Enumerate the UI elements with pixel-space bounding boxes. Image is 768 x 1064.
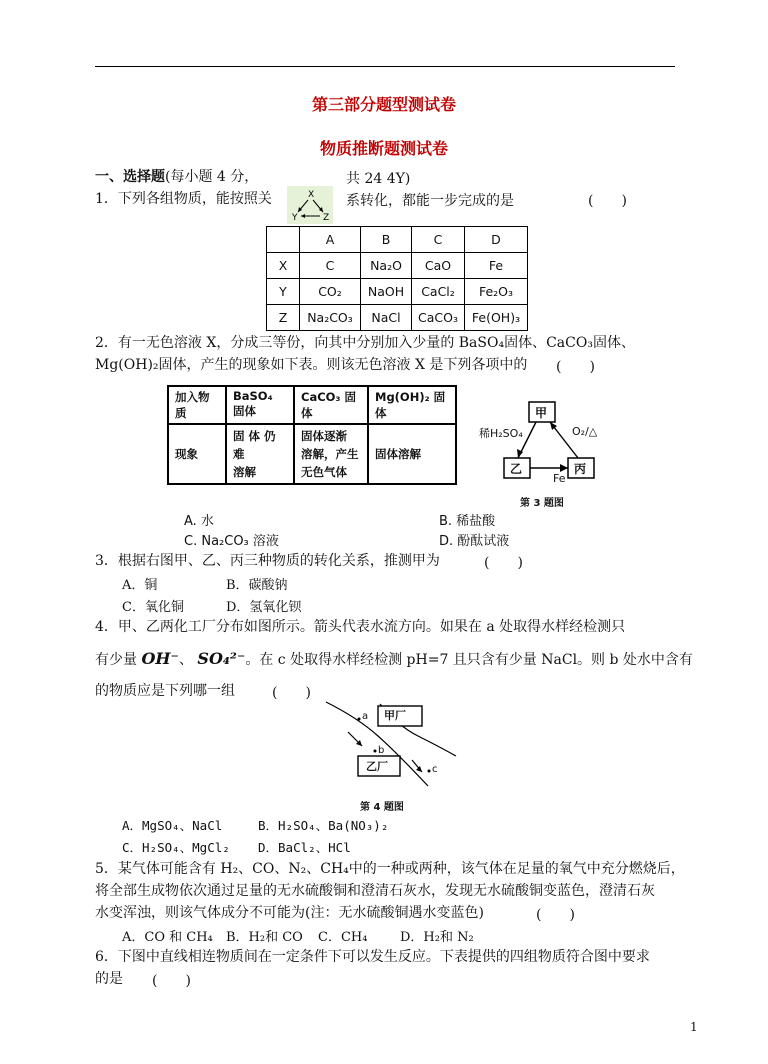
q1-table (266, 226, 528, 331)
table-cell: Na₂CO₃ (300, 305, 361, 331)
page-title: 第三部分题型测试卷 (311, 95, 456, 114)
fig3-label-yi: 乙 (510, 462, 523, 476)
q4-line2-post: 。在 c 处取得水样经检测 pH=7 且只含有少量 NaCl。则 b 处水中含有 (245, 652, 693, 668)
table-cell: NaCl (361, 305, 412, 331)
table-cell: NaOH (361, 279, 412, 305)
fig3-caption: 第 3 题图 (520, 498, 564, 509)
q5-answer-paren: ( ) (536, 907, 575, 923)
table-row (267, 253, 528, 279)
q4-option-b: B．H₂SO₄、Ba(NO₃)₂ (258, 818, 389, 833)
page-number: 1 (690, 1020, 698, 1034)
table-cell: B (361, 227, 412, 253)
table-row (267, 227, 528, 253)
section-total: 共 24 4Y) (346, 171, 411, 187)
table-cell: Fe₂O₃ (465, 279, 528, 305)
xyz-triangle-diagram-icon (287, 186, 333, 224)
q1-text-after: 系转化，都能一步完成的是 (346, 193, 514, 209)
page-subtitle: 物质推断题测试卷 (319, 139, 448, 158)
table-cell: 固体溶解 (368, 424, 456, 484)
q3-answer-paren: ( ) (484, 555, 523, 571)
q1-text-before: 1．下列各组物质，能按照关 (95, 191, 272, 207)
q5-option-d: D．H₂和 N₂ (400, 930, 474, 945)
section-note: (每小题 4 分， (165, 169, 259, 185)
q4-option-c: C．H₂SO₄、MgCl₂ (122, 840, 230, 855)
table-row (168, 386, 456, 424)
q2-line1: 2．有一无色溶液 X，分成三等份，向其中分别加入少量的 BaSO₄固体、CaCO₃固体、 (95, 335, 635, 351)
table-cell: Mg(OH)₂ 固体 (368, 386, 456, 424)
q2-table (167, 385, 457, 485)
fig4-point-c: c (432, 764, 438, 775)
table-cell: 现象 (168, 424, 226, 484)
q4-ion-hydroxide: OH⁻ (141, 649, 179, 668)
icon-label-z: Z (323, 213, 330, 223)
table-cell: CO₂ (300, 279, 361, 305)
q4-line1: 4．甲、乙两化工厂分布如图所示。箭头代表水流方向。如果在 a 处取得水样经检测只 (95, 619, 626, 635)
icon-label-y: Y (292, 213, 298, 223)
table-cell: Fe(OH)₃ (465, 305, 528, 331)
fig3-edge-bottom: Fe (553, 472, 566, 485)
fig4-caption: 第 4 题图 (360, 802, 404, 813)
table-cell: CaO (412, 253, 465, 279)
q4-answer-paren: ( ) (272, 685, 311, 701)
q5-option-b: B．H₂和 CO (226, 930, 303, 945)
q5-line2: 将全部生成物依次通过足量的无水硫酸铜和澄清石灰水，发现无水硫酸铜变蓝色，澄清石灰 (95, 883, 655, 899)
icon-label-x: X (308, 190, 315, 200)
q2-answer-paren: ( ) (556, 359, 595, 375)
q5-option-a: A．CO 和 CH₄ (122, 930, 213, 945)
q3-option-d: D．氢氧化钡 (226, 600, 302, 615)
fig3-edge-right: O₂/△ (572, 425, 598, 438)
table-cell: C (300, 253, 361, 279)
section-heading-line (95, 168, 258, 186)
q2-option-b: B. 稀盐酸 (439, 514, 496, 529)
table-cell: A (300, 227, 361, 253)
q3-text: 3．根据右图甲、乙、丙三种物质的转化关系，推测甲为 (95, 553, 440, 569)
table-cell: Z (267, 305, 300, 331)
q4-line2-pre: 有少量 (95, 652, 137, 668)
header-rule (95, 66, 675, 67)
q6-line2: 的是 (95, 971, 123, 987)
q2-line2: Mg(OH)₂固体，产生的现象如下表。则该无色溶液 X 是下列各项中的 (95, 357, 528, 373)
table-cell: CaCl₂ (412, 279, 465, 305)
table-cell: X (267, 253, 300, 279)
table-cell: Na₂O (361, 253, 412, 279)
table-cell: CaCO₃ (412, 305, 465, 331)
q4-ion-sulfate: SO₄²⁻ (197, 649, 246, 668)
q4-line2 (95, 650, 693, 669)
table-cell: Y (267, 279, 300, 305)
q3-option-a: A．铜 (122, 578, 158, 593)
q5-option-c: C．CH₄ (318, 930, 368, 945)
q4-option-d: D．BaCl₂、HCl (258, 840, 351, 855)
fig3-label-bing: 丙 (574, 462, 587, 476)
table-cell (267, 227, 300, 253)
q4-option-a: A．MgSO₄、NaCl (122, 818, 223, 833)
fig4-point-b: b (378, 745, 385, 756)
table-cell: CaCO₃ 固体 (294, 386, 368, 424)
table-cell: D (465, 227, 528, 253)
table-row (267, 279, 528, 305)
q6-answer-paren: ( ) (152, 973, 191, 989)
q3-option-b: B．碳酸钠 (226, 578, 288, 593)
fig4-label-yi: 乙厂 (366, 760, 388, 773)
q2-option-d: D. 酚酞试液 (439, 534, 510, 549)
table-row (168, 424, 456, 484)
table-cell: C (412, 227, 465, 253)
q4-line3: 的物质应是下列哪一组 (95, 683, 235, 699)
fig4-point-a: a (362, 711, 369, 722)
fig4-label-jia: 甲厂 (384, 709, 406, 722)
table-cell: 固体逐渐 溶解，产生 无色气体 (294, 424, 368, 484)
table-cell: BaSO₄ 固体 (226, 386, 294, 424)
fig3-label-jia: 甲 (535, 406, 548, 420)
fig3-edge-left: 稀H₂SO₄ (479, 427, 523, 440)
q2-option-c: C. Na₂CO₃ 溶液 (184, 534, 279, 549)
table-cell: 加入物质 (168, 386, 226, 424)
q5-line3: 水变浑浊，则该气体成分不可能为(注：无水硫酸铜遇水变蓝色) (95, 905, 484, 921)
q2-option-a: A. 水 (184, 514, 214, 529)
q4-ion-sep: 、 (178, 652, 193, 668)
table-row (267, 305, 528, 331)
table-cell: 固 体 仍 难 溶解 (226, 424, 294, 484)
q1-answer-paren: ( ) (588, 193, 627, 209)
q5-line1: 5．某气体可能含有 H₂、CO、N₂、CH₄中的一种或两种，该气体在足量的氧气中充分燃烧后， (95, 861, 685, 877)
q3-option-c: C．氧化铜 (122, 600, 184, 615)
q6-line1: 6．下图中直线相连物质间在一定条件下可以发生反应。下表提供的四组物质符合图中要求 (95, 949, 650, 965)
section-heading: 一、选择题 (95, 169, 165, 185)
table-cell: Fe (465, 253, 528, 279)
